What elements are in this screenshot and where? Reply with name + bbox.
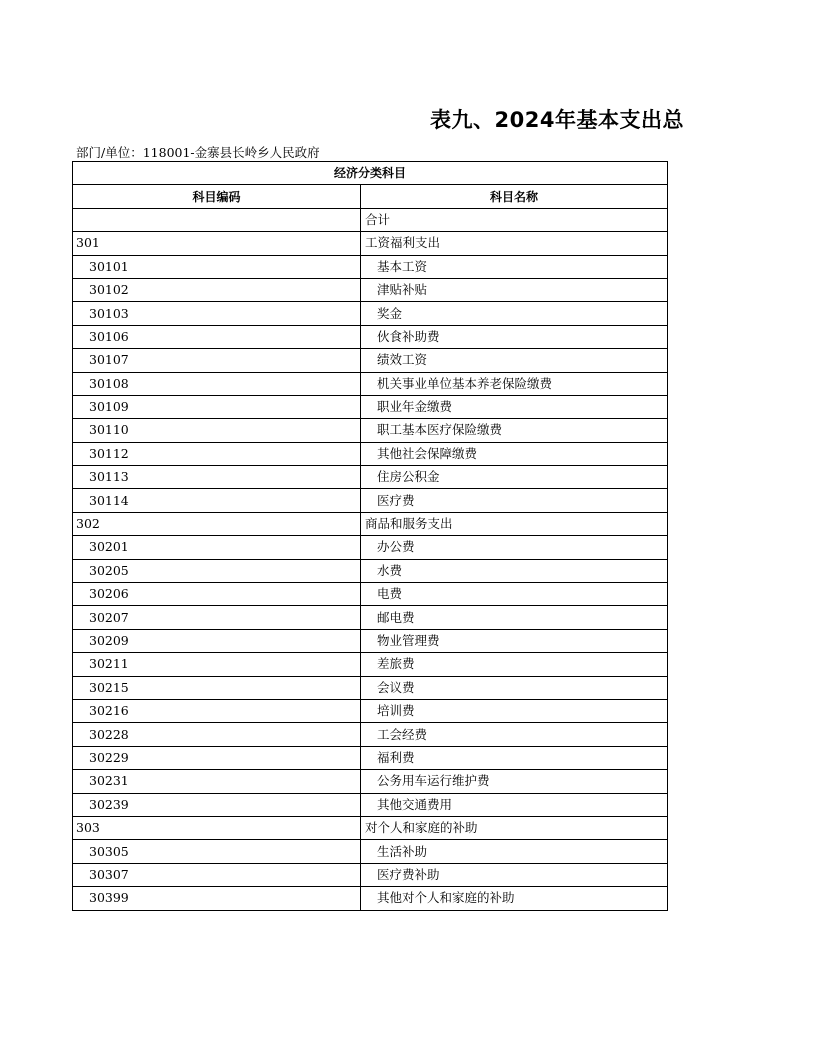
- cell-code: 30209: [73, 629, 361, 652]
- cell-code: 30114: [73, 489, 361, 512]
- cell-name: 商品和服务支出: [361, 512, 668, 535]
- table-row: [73, 887, 668, 910]
- cell-code: 30228: [73, 723, 361, 746]
- table-row: [73, 419, 668, 442]
- cell-name: 基本工资: [361, 255, 668, 278]
- table-row: [73, 746, 668, 769]
- cell-name: 机关事业单位基本养老保险缴费: [361, 372, 668, 395]
- cell-name: 其他对个人和家庭的补助: [361, 887, 668, 910]
- cell-code: 301: [73, 232, 361, 255]
- cell-code: 30239: [73, 793, 361, 816]
- cell-code: 30205: [73, 559, 361, 582]
- table-row: [73, 863, 668, 886]
- column-header-name: 科目名称: [361, 185, 668, 208]
- cell-name: 电费: [361, 583, 668, 606]
- cell-name: 津贴补贴: [361, 278, 668, 301]
- table-row: [73, 653, 668, 676]
- cell-code: [73, 208, 361, 231]
- cell-name: 工资福利支出: [361, 232, 668, 255]
- table-row: [73, 629, 668, 652]
- cell-name: 住房公积金: [361, 466, 668, 489]
- table-row: [73, 723, 668, 746]
- cell-code: 302: [73, 512, 361, 535]
- table-row: [73, 699, 668, 722]
- table-row: [73, 255, 668, 278]
- cell-name: 绩效工资: [361, 349, 668, 372]
- cell-name: 伙食补助费: [361, 325, 668, 348]
- cell-name: 差旅费: [361, 653, 668, 676]
- column-header-code: 科目编码: [73, 185, 361, 208]
- cell-name: 生活补助: [361, 840, 668, 863]
- cell-name: 福利费: [361, 746, 668, 769]
- table-row: [73, 770, 668, 793]
- cell-code: 30102: [73, 278, 361, 301]
- table-row: [73, 232, 668, 255]
- cell-name: 职工基本医疗保险缴费: [361, 419, 668, 442]
- table-row: [73, 466, 668, 489]
- cell-code: 30229: [73, 746, 361, 769]
- cell-code: 30215: [73, 676, 361, 699]
- cell-name: 会议费: [361, 676, 668, 699]
- cell-name: 邮电费: [361, 606, 668, 629]
- cell-name: 对个人和家庭的补助: [361, 816, 668, 839]
- cell-name: 合计: [361, 208, 668, 231]
- page-title: 表九、2024年基本支出总: [430, 108, 684, 132]
- cell-name: 职业年金缴费: [361, 395, 668, 418]
- table-row: [73, 349, 668, 372]
- table-row: [73, 840, 668, 863]
- cell-name: 其他社会保障缴费: [361, 442, 668, 465]
- cell-name: 培训费: [361, 699, 668, 722]
- cell-code: 30201: [73, 536, 361, 559]
- cell-name: 工会经费: [361, 723, 668, 746]
- cell-code: 30206: [73, 583, 361, 606]
- table-body: [73, 208, 668, 910]
- table-row: [73, 208, 668, 231]
- cell-name: 水费: [361, 559, 668, 582]
- table-row: [73, 442, 668, 465]
- cell-code: 30108: [73, 372, 361, 395]
- cell-code: 30399: [73, 887, 361, 910]
- cell-name: 其他交通费用: [361, 793, 668, 816]
- table-row: [73, 302, 668, 325]
- table-row: [73, 559, 668, 582]
- table-row: [73, 536, 668, 559]
- expenditure-table: [72, 161, 668, 911]
- cell-name: 办公费: [361, 536, 668, 559]
- table-row: [73, 395, 668, 418]
- cell-name: 奖金: [361, 302, 668, 325]
- cell-code: 30112: [73, 442, 361, 465]
- cell-code: 30305: [73, 840, 361, 863]
- cell-code: 30231: [73, 770, 361, 793]
- department-label: 部门/单位：118001-金寨县长岭乡人民政府: [76, 145, 320, 160]
- cell-code: 30106: [73, 325, 361, 348]
- table-row: [73, 793, 668, 816]
- cell-code: 30107: [73, 349, 361, 372]
- table-row: [73, 676, 668, 699]
- cell-name: 医疗费: [361, 489, 668, 512]
- cell-code: 30110: [73, 419, 361, 442]
- cell-code: 30103: [73, 302, 361, 325]
- group-header: 经济分类科目: [73, 162, 668, 185]
- table-row: [73, 489, 668, 512]
- cell-code: 30216: [73, 699, 361, 722]
- table-row: [73, 816, 668, 839]
- cell-code: 30113: [73, 466, 361, 489]
- table-row: [73, 278, 668, 301]
- table-row: [73, 583, 668, 606]
- table-row: [73, 372, 668, 395]
- cell-code: 303: [73, 816, 361, 839]
- cell-code: 30207: [73, 606, 361, 629]
- cell-code: 30101: [73, 255, 361, 278]
- cell-name: 物业管理费: [361, 629, 668, 652]
- cell-code: 30109: [73, 395, 361, 418]
- table-row: [73, 325, 668, 348]
- table-row: [73, 606, 668, 629]
- cell-code: 30307: [73, 863, 361, 886]
- cell-name: 公务用车运行维护费: [361, 770, 668, 793]
- table-row: [73, 512, 668, 535]
- cell-code: 30211: [73, 653, 361, 676]
- cell-name: 医疗费补助: [361, 863, 668, 886]
